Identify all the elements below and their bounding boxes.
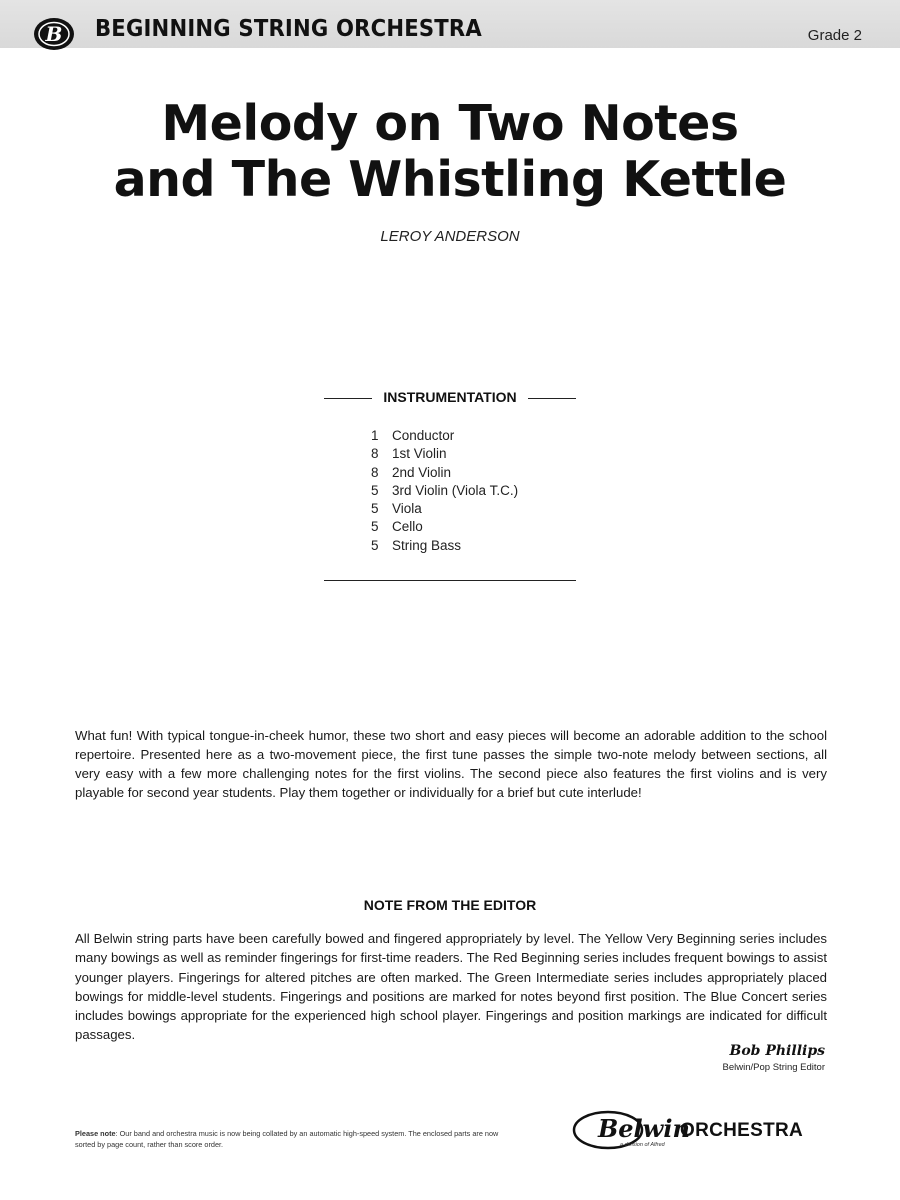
- instrumentation-heading-label: INSTRUMENTATION: [383, 389, 517, 405]
- publisher-orchestra: ORCHESTRA: [680, 1120, 804, 1141]
- instrumentation-item: [371, 464, 518, 482]
- instrumentation-item: [371, 427, 518, 445]
- collation-footnote: [75, 1128, 515, 1150]
- item-qty: 1: [371, 428, 379, 443]
- item-name: 2nd Violin: [392, 464, 452, 480]
- publisher-subtitle: a division of Alfred: [620, 1142, 665, 1148]
- series-title: BEGINNING STRING ORCHESTRA: [95, 16, 482, 42]
- item-name: Conductor: [392, 428, 455, 443]
- item-qty: 8: [371, 446, 379, 462]
- editor-note-text: All Belwin string parts have been carefully bowed and fingered appropriately by level. The Yellow Very Beginning series includes many bowings as well as reminder fingerings for first-time readers. The Red Beginning series includes frequent bowings to assist younger players. Fingerings for altered pitches are often marked. The Green Intermediate series includes appropriately placed bowings for middle-level students. Fingerings and positions are marked for notes beyond first position. The Blue Concert series includes bowings appropriate for the experienced high school player. Fingerings and position markings are indicated for difficult passages.: [75, 931, 827, 1043]
- piece-description: What fun! With typical tongue-in-cheek humor, these two short and easy pieces will become an adorable addition to the school repertoire. Presented here as a two-movement piece, the first tune passes the simple two-note melody between sections, all very easy with a few more challenging notes for the first violins. The second piece also features the first violins and is very playable for second year students. Play them together or individually for a brief but cute interlude!: [75, 728, 827, 800]
- footnote-text: : Our band and orchestra music is now being collated by an automatic high-speed system. The enclosed parts are now sorted by page count, rather than score order.: [75, 1129, 499, 1149]
- editor-signature: Bob Phillips: [729, 1043, 825, 1059]
- piece-title: [0, 96, 900, 208]
- composer-name: LEROY ANDERSON: [380, 228, 520, 245]
- heading-rule-right: [528, 398, 576, 399]
- item-qty: 5: [371, 537, 379, 553]
- instrumentation-heading: [324, 389, 576, 409]
- item-qty: 5: [371, 519, 379, 535]
- instrumentation-item: [371, 518, 518, 536]
- item-name: Viola: [392, 501, 422, 517]
- instrumentation-item: [371, 500, 518, 518]
- publisher-logo: [572, 1108, 832, 1152]
- instrumentation-item: [371, 445, 518, 463]
- instrumentation-list: [371, 427, 518, 555]
- item-qty: 5: [371, 482, 379, 498]
- piece-title-line-2: and The Whistling Kettle: [113, 151, 787, 208]
- editor-role: Belwin/Pop String Editor: [722, 1062, 825, 1073]
- item-name: Cello: [392, 519, 423, 535]
- footnote-label: Please note: [75, 1129, 116, 1138]
- item-name: 3rd Violin (Viola T.C.): [392, 482, 519, 498]
- publisher-wordmark: Belwin: [598, 1114, 690, 1143]
- item-name: String Bass: [392, 537, 462, 553]
- instrumentation-item: [371, 482, 518, 500]
- grade-label: Grade 2: [807, 27, 862, 44]
- series-logo-letter: B: [45, 22, 63, 46]
- series-logo-icon: [32, 14, 80, 54]
- editor-note-heading: NOTE FROM THE EDITOR: [363, 897, 537, 913]
- item-name: 1st Violin: [392, 446, 447, 462]
- instrumentation-item: [371, 537, 518, 555]
- item-qty: 5: [371, 501, 379, 517]
- instrumentation-divider: [324, 580, 576, 581]
- piece-title-line-1: Melody on Two Notes: [161, 95, 739, 152]
- item-qty: 8: [371, 464, 379, 480]
